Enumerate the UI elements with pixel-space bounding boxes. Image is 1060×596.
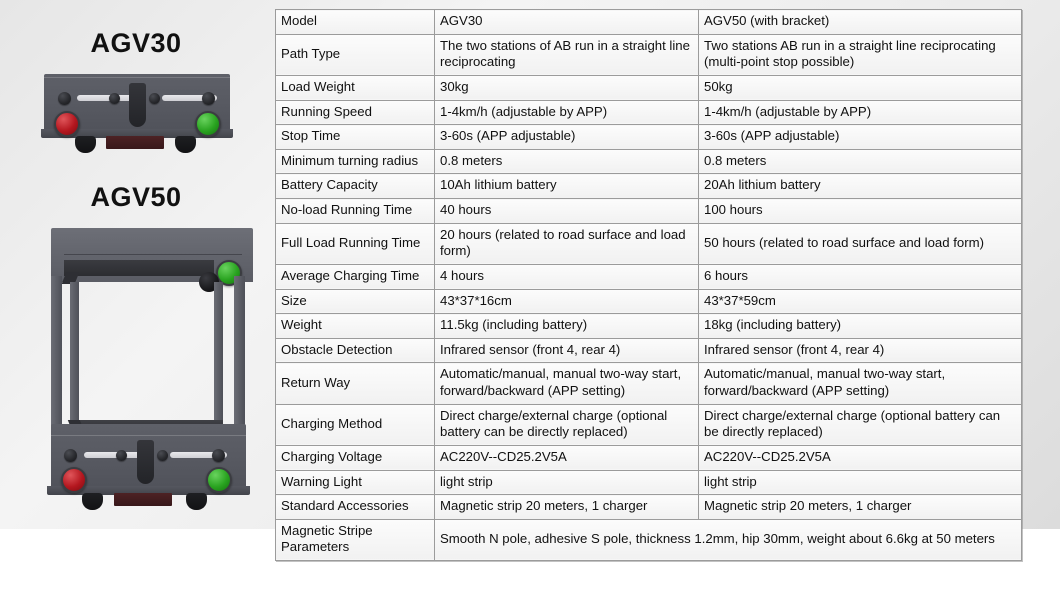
agv30-center-column bbox=[129, 83, 146, 127]
agv50-frame-recess bbox=[64, 260, 214, 276]
spec-agv50: 18kg (including battery) bbox=[699, 314, 1022, 339]
infrared-sensor-icon bbox=[109, 93, 120, 104]
spec-agv30: 1-4km/h (adjustable by APP) bbox=[435, 100, 699, 125]
agv50-post-left-outer bbox=[51, 276, 62, 431]
agv30-robot-illustration bbox=[44, 74, 230, 150]
spec-label: Model bbox=[276, 10, 435, 35]
spec-agv30: 40 hours bbox=[435, 199, 699, 224]
spec-agv30: 20 hours (related to road surface and load form) bbox=[435, 223, 699, 264]
agv30-wheel-left bbox=[75, 136, 96, 153]
table-row bbox=[276, 404, 1022, 445]
table-row bbox=[276, 174, 1022, 199]
spec-agv50: 6 hours bbox=[699, 264, 1022, 289]
infrared-sensor-icon bbox=[157, 450, 168, 461]
spec-agv30: The two stations of AB run in a straight line reciprocating bbox=[435, 34, 699, 75]
spec-agv50: AC220V--CD25.2V5A bbox=[699, 445, 1022, 470]
emergency-stop-button[interactable] bbox=[54, 111, 80, 137]
spec-label: Path Type bbox=[276, 34, 435, 75]
spec-agv50: 50kg bbox=[699, 75, 1022, 100]
spec-agv50: 0.8 meters bbox=[699, 149, 1022, 174]
table-row bbox=[276, 445, 1022, 470]
table-row bbox=[276, 125, 1022, 150]
spec-agv50: 20Ah lithium battery bbox=[699, 174, 1022, 199]
table-row bbox=[276, 470, 1022, 495]
spec-label: Average Charging Time bbox=[276, 264, 435, 289]
spec-label: Battery Capacity bbox=[276, 174, 435, 199]
table-row bbox=[276, 149, 1022, 174]
emergency-stop-button[interactable] bbox=[61, 467, 87, 493]
spec-label: Size bbox=[276, 289, 435, 314]
table-row bbox=[276, 338, 1022, 363]
spec-table-body bbox=[276, 10, 1022, 561]
table-row bbox=[276, 100, 1022, 125]
agv50-robot-illustration bbox=[44, 228, 268, 510]
spec-agv50: Automatic/manual, manual two-way start, forward/backward (APP setting) bbox=[699, 363, 1022, 404]
infrared-sensor-icon bbox=[116, 450, 127, 461]
spec-agv50: AGV50 (with bracket) bbox=[699, 10, 1022, 35]
table-row-merged bbox=[276, 519, 1022, 560]
spec-label: Obstacle Detection bbox=[276, 338, 435, 363]
magnetic-strip-sensor bbox=[114, 493, 172, 506]
spec-agv50: Infrared sensor (front 4, rear 4) bbox=[699, 338, 1022, 363]
table-row bbox=[276, 314, 1022, 339]
agv50-post-left-inner bbox=[70, 282, 79, 431]
infrared-sensor-icon bbox=[202, 92, 215, 105]
spec-label: Minimum turning radius bbox=[276, 149, 435, 174]
table-row bbox=[276, 199, 1022, 224]
spec-label: Charging Voltage bbox=[276, 445, 435, 470]
spec-agv30: 30kg bbox=[435, 75, 699, 100]
spec-label: Weight bbox=[276, 314, 435, 339]
agv50-post-right-outer bbox=[234, 276, 245, 431]
table-row bbox=[276, 75, 1022, 100]
spec-label: Load Weight bbox=[276, 75, 435, 100]
table-row bbox=[276, 264, 1022, 289]
spec-agv30: 10Ah lithium battery bbox=[435, 174, 699, 199]
spec-label: Warning Light bbox=[276, 470, 435, 495]
spec-label: Full Load Running Time bbox=[276, 223, 435, 264]
spec-agv30: 0.8 meters bbox=[435, 149, 699, 174]
agv50-wheel-left bbox=[82, 493, 103, 510]
spec-agv30: Infrared sensor (front 4, rear 4) bbox=[435, 338, 699, 363]
spec-agv30: Magnetic strip 20 meters, 1 charger bbox=[435, 495, 699, 520]
spec-agv50: light strip bbox=[699, 470, 1022, 495]
spec-label: No-load Running Time bbox=[276, 199, 435, 224]
spec-label: Magnetic Stripe Parameters bbox=[276, 519, 435, 560]
agv50-frame-seam bbox=[64, 254, 242, 255]
spec-agv50: 1-4km/h (adjustable by APP) bbox=[699, 100, 1022, 125]
spec-agv30: 4 hours bbox=[435, 264, 699, 289]
spec-agv30: 11.5kg (including battery) bbox=[435, 314, 699, 339]
spec-agv50: 50 hours (related to road surface and load form) bbox=[699, 223, 1022, 264]
spec-label: Standard Accessories bbox=[276, 495, 435, 520]
agv50-light-strip-left bbox=[84, 452, 144, 458]
spec-agv30: 43*37*16cm bbox=[435, 289, 699, 314]
spec-label: Stop Time bbox=[276, 125, 435, 150]
spec-merged-value: Smooth N pole, adhesive S pole, thickness 1.2mm, hip 30mm, weight about 6.6kg at 50 meters bbox=[435, 519, 1022, 560]
agv50-center-column bbox=[137, 440, 154, 484]
agv50-post-right-inner bbox=[214, 282, 223, 431]
spec-label: Charging Method bbox=[276, 404, 435, 445]
product-image-column bbox=[0, 0, 272, 529]
agv30-light-strip-left bbox=[77, 95, 136, 101]
spec-agv30: AC220V--CD25.2V5A bbox=[435, 445, 699, 470]
product-title-agv50: AGV50 bbox=[90, 182, 182, 212]
table-row bbox=[276, 10, 1022, 35]
spec-agv50: Two stations AB run in a straight line reciprocating (multi-point stop possible) bbox=[699, 34, 1022, 75]
spec-label: Running Speed bbox=[276, 100, 435, 125]
infrared-sensor-icon bbox=[149, 93, 160, 104]
spec-agv50: 3-60s (APP adjustable) bbox=[699, 125, 1022, 150]
spec-agv30: Direct charge/external charge (optional battery can be directly replaced) bbox=[435, 404, 699, 445]
spec-agv50: 43*37*59cm bbox=[699, 289, 1022, 314]
product-title-agv30: AGV30 bbox=[90, 28, 182, 58]
spec-agv30: 3-60s (APP adjustable) bbox=[435, 125, 699, 150]
spec-agv50: Direct charge/external charge (optional battery can be directly replaced) bbox=[699, 404, 1022, 445]
spec-agv30: light strip bbox=[435, 470, 699, 495]
spec-agv50: 100 hours bbox=[699, 199, 1022, 224]
infrared-sensor-icon bbox=[58, 92, 71, 105]
infrared-sensor-icon bbox=[64, 449, 77, 462]
spec-label: Return Way bbox=[276, 363, 435, 404]
table-row bbox=[276, 34, 1022, 75]
specification-table bbox=[275, 9, 1022, 561]
start-button[interactable] bbox=[195, 111, 221, 137]
agv50-wheel-right bbox=[186, 493, 207, 510]
magnetic-strip-sensor bbox=[106, 136, 164, 149]
table-row bbox=[276, 223, 1022, 264]
spec-agv30: Automatic/manual, manual two-way start, forward/backward (APP setting) bbox=[435, 363, 699, 404]
agv30-wheel-right bbox=[175, 136, 196, 153]
start-button[interactable] bbox=[206, 467, 232, 493]
table-row bbox=[276, 363, 1022, 404]
table-row bbox=[276, 495, 1022, 520]
spec-agv30: AGV30 bbox=[435, 10, 699, 35]
table-row bbox=[276, 289, 1022, 314]
infrared-sensor-icon bbox=[212, 449, 225, 462]
spec-agv50: Magnetic strip 20 meters, 1 charger bbox=[699, 495, 1022, 520]
